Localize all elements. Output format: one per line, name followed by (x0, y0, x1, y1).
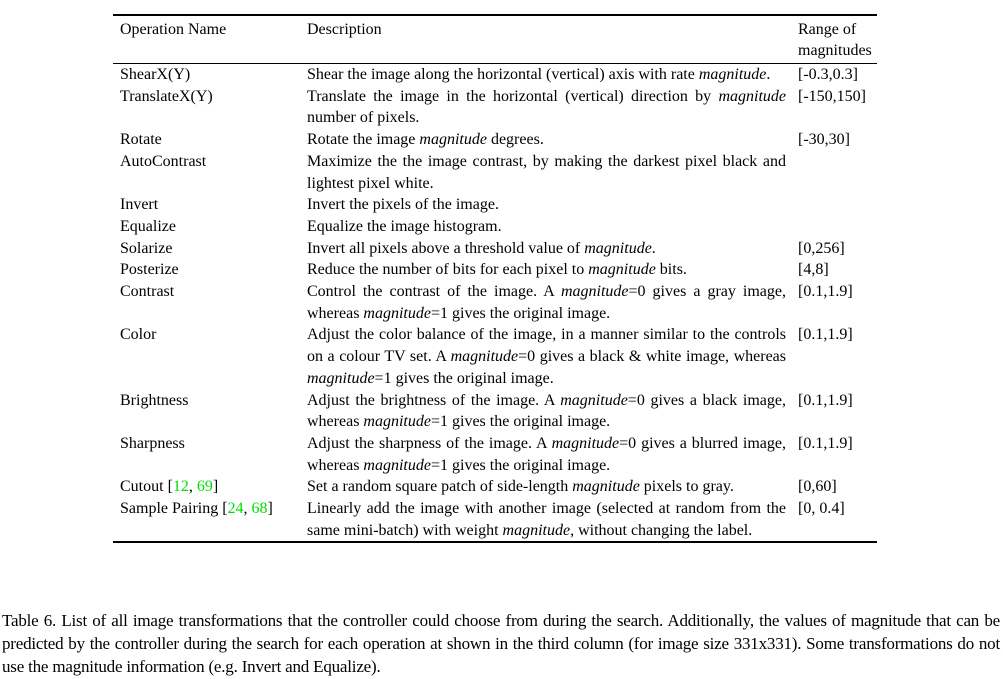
range-cell (798, 151, 877, 194)
italic-term: magnitude (363, 456, 431, 474)
text-run: Rotate (120, 131, 162, 149)
description-cell (307, 238, 798, 260)
table-row (113, 259, 877, 281)
text-run: Posterize (120, 261, 179, 279)
table-row (113, 476, 877, 498)
description-cell (307, 64, 798, 86)
operation-name-cell (113, 498, 307, 541)
operation-name-cell (113, 238, 307, 260)
operation-name-cell (113, 476, 307, 498)
text-run: Sample Pairing [ (120, 500, 228, 518)
text-run: ] (267, 500, 273, 518)
range-cell (798, 216, 877, 238)
description-cell (307, 216, 798, 238)
text-run: Invert the pixels of the image. (307, 196, 499, 214)
table-caption: Table 6. List of all image transformations that the controller could choose from during the search. Additionally, the values of magnitude that can be predicted by the controller during the search for each operation at shown in the third column (for image size 331x331). Some transformations do not use the magnitude information (e.g. Invert and Equalize). (2, 611, 1000, 676)
range-cell (798, 194, 877, 216)
citation-link[interactable]: 12 (172, 478, 189, 496)
text-run: Linearly add the image with another image (selected at random from the same mini-batch) with weight (307, 500, 786, 539)
operation-name-cell (113, 194, 307, 216)
italic-term: magnitude (560, 391, 628, 409)
text-run: degrees. (486, 131, 544, 149)
description-cell (307, 433, 798, 476)
text-run: =0 gives a black image, whereas (307, 391, 787, 431)
text-run: Adjust the color balance of the image, in a manner similar to the controls on a colour TV set. A (307, 326, 786, 366)
description-cell (307, 324, 798, 389)
text-run: Contrast (120, 283, 175, 301)
table-row (113, 64, 877, 86)
text-run: bits. (655, 261, 687, 279)
text-run: Shear the image along the horizontal (vertical) axis with rate (307, 66, 699, 83)
italic-term: magnitude (363, 304, 431, 322)
text-run: Set a random square patch of side-length (307, 478, 573, 496)
header-cell-description: Description (307, 21, 382, 38)
text-run: Control the contrast of the image. A (307, 283, 561, 301)
range-cell: [0.1,1.9] (798, 391, 853, 409)
text-run: Color (120, 326, 157, 344)
italic-term: magnitude (588, 261, 656, 279)
operation-name-cell (113, 216, 307, 238)
description-cell (307, 498, 798, 541)
text-run: number of pixels. (307, 109, 420, 127)
table-row (113, 238, 877, 260)
text-run: Brightness (120, 391, 189, 409)
table-row (113, 433, 877, 476)
italic-term: magnitude (307, 369, 375, 387)
text-run: TranslateX(Y) (120, 87, 213, 105)
range-cell: [-0.3,0.3] (798, 66, 858, 83)
text-run: =0 gives a black & white image, whereas (518, 348, 786, 366)
text-run: , without changing the label. (570, 521, 753, 539)
text-run: =1 gives the original image. (430, 304, 611, 322)
text-run: Rotate the image (307, 131, 420, 149)
text-run: ShearX(Y) (120, 66, 191, 83)
operation-name-cell (113, 64, 307, 86)
italic-term: magnitude (698, 66, 767, 83)
table-row (113, 324, 877, 389)
operation-name-cell (113, 390, 307, 433)
table-header-row (113, 16, 877, 64)
table-row (113, 390, 877, 433)
text-run: =1 gives the original image. (430, 456, 611, 474)
italic-term: magnitude (502, 521, 571, 539)
operation-name-cell (113, 281, 307, 324)
description-cell (307, 129, 798, 151)
italic-term: magnitude (551, 434, 620, 452)
text-run: Adjust the sharpness of the image. A (307, 434, 552, 452)
text-run: Reduce the number of bits for each pixel to (307, 261, 589, 279)
citation-link[interactable]: 24 (227, 500, 244, 518)
text-run: , (188, 478, 197, 496)
text-run: ] (212, 478, 219, 496)
text-run: Invert (120, 196, 159, 214)
text-run: Equalize the image histogram. (307, 217, 502, 235)
table-body (113, 64, 877, 541)
range-cell: [0,60] (798, 478, 837, 496)
description-cell (307, 151, 798, 194)
range-cell: [0.1,1.9] (798, 326, 853, 344)
italic-term: magnitude (363, 413, 431, 431)
operation-name-cell (113, 86, 307, 129)
table-row (113, 86, 877, 129)
italic-term: magnitude (584, 239, 652, 257)
range-cell: [0.1,1.9] (798, 283, 853, 301)
citation-link[interactable]: 69 (196, 478, 213, 496)
citation-link[interactable]: 68 (251, 500, 268, 518)
header-cell-range: Range of magnitudes (798, 21, 872, 59)
description-cell (307, 86, 798, 129)
description-cell (307, 390, 798, 433)
text-run: , (243, 500, 252, 518)
augmentation-table (113, 14, 877, 543)
range-cell: [-150,150] (798, 87, 866, 105)
text-run: =0 gives a blurred image, whereas (307, 434, 786, 474)
table-row (113, 281, 877, 324)
text-run: =1 gives the original image. (430, 413, 611, 431)
operation-name-cell (113, 151, 307, 194)
operation-name-cell (113, 129, 307, 151)
text-run: =0 gives a gray image, whereas (307, 283, 787, 322)
text-run: Equalize (120, 217, 176, 235)
text-run: Invert all pixels above a threshold value of (307, 239, 585, 257)
range-cell: [0,256] (798, 239, 845, 257)
table-row (113, 129, 877, 151)
operation-name-cell (113, 324, 307, 389)
italic-term: magnitude (572, 478, 640, 496)
text-run: Sharpness (120, 434, 185, 452)
description-cell (307, 194, 798, 216)
description-cell (307, 259, 798, 281)
text-run: Solarize (120, 239, 173, 257)
header-cell-operation: Operation Name (120, 21, 227, 38)
range-cell: [0.1,1.9] (798, 434, 853, 452)
description-cell (307, 476, 798, 498)
text-run: Translate the image in the horizontal (vertical) direction by (307, 87, 719, 105)
text-run: AutoContrast (120, 152, 207, 170)
text-run: Maximize the the image contrast, by making the darkest pixel black and lightest pixel white. (307, 152, 786, 192)
italic-term: magnitude (560, 283, 629, 301)
range-cell: [-30,30] (798, 131, 850, 149)
description-cell (307, 281, 798, 324)
text-run: Adjust the brightness of the image. A (307, 391, 561, 409)
italic-term: magnitude (419, 131, 487, 149)
table-row (113, 151, 877, 194)
table-row (113, 194, 877, 216)
operation-name-cell (113, 259, 307, 281)
range-cell: [4,8] (798, 261, 829, 279)
text-run: pixels to gray. (639, 478, 734, 496)
italic-term: magnitude (718, 87, 786, 105)
operation-name-cell (113, 433, 307, 476)
text-run: . (651, 239, 656, 257)
italic-term: magnitude (450, 348, 519, 366)
text-run: . (766, 66, 771, 83)
text-run: =1 gives the original image. (374, 369, 554, 387)
text-run: Cutout [ (120, 478, 173, 496)
table-row (113, 498, 877, 541)
table-row (113, 216, 877, 238)
range-cell: [0, 0.4] (798, 500, 845, 518)
